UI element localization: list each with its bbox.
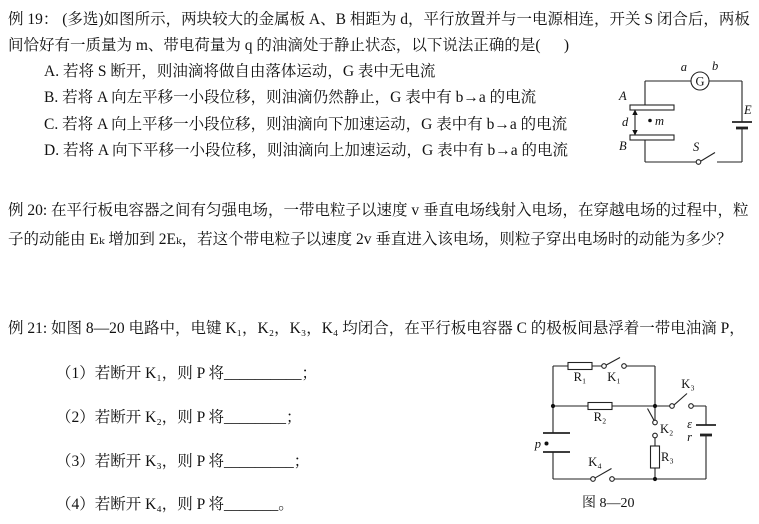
switch-k1	[602, 358, 627, 369]
switch-k1-label: K₁	[607, 370, 621, 384]
internal-resistance-label: r	[687, 430, 692, 444]
option-d: D. 若将 A 向下平移一小段位移，则油滴向上加速运动，G 表中有 b→a 的电流	[44, 141, 568, 159]
blank-item-4: （4）若断开 K₄，则 P 将_______。	[56, 496, 294, 513]
figure-caption: 图 8—20	[582, 496, 635, 511]
blank-item-2: （2）若断开 K₂，则 P 将________；	[56, 409, 302, 426]
option-c: C. 若将 A 向上平移一小段位移，则油滴向下加速运动，G 表中有 b→a 的电流	[44, 115, 568, 133]
junction-left	[551, 404, 555, 408]
junction-bottom	[653, 477, 657, 481]
oil-drop-p	[545, 442, 549, 446]
problem-19-options	[44, 59, 622, 164]
drop-p-label: p	[534, 437, 541, 451]
plate-b-label: B	[619, 139, 627, 153]
switch-k4	[591, 469, 615, 482]
resistor-r1	[568, 363, 592, 370]
oil-drop	[648, 119, 652, 123]
switch-k2	[648, 409, 658, 438]
junction-right	[653, 404, 657, 408]
switch-s-contact	[696, 160, 701, 165]
switch-k2-label: K₂	[660, 422, 674, 436]
oil-drop-m-label: m	[655, 114, 665, 128]
circuit-figure-oil-drop	[617, 57, 759, 169]
switch-k4-label: K₄	[588, 455, 602, 469]
problem-19-statement: 例 19： (多选)如图所示，两块较大的金属板 A、B 相距为 d，平行放置并与一电源相连，开关 S 闭合后，两板间恰好有一质量为 m、带电荷量为 q 的油滴处于静止状态，以下说法正确的是( )	[8, 11, 750, 54]
option-b: B. 若将 A 向左平移一小段位移，则油滴仍然静止，G 表中有 b→a 的电流	[44, 89, 537, 107]
option-a: A. 若将 S 断开，则油滴将做自由落体运动，G 表中无电流	[44, 63, 436, 80]
switch-k3-label: K₃	[681, 377, 695, 391]
circuit-figure-8-20	[528, 348, 759, 524]
problem-20-statement: 例 20: 在平行板电容器之间有匀强电场，一带电粒子以速度 v 垂直电场线射入电场，在穿越电场的过程中，粒子的动能由 Eₖ 增加到 2Eₖ，若这个带电粒子以速度 2v 垂直进入该电场，则粒子穿出电场时的动能为多少？	[8, 202, 749, 248]
problem-21-statement: 例 21: 如图 8—20 电路中，电键 K₁，K₂，K₃，K₄ 均闭合，在平行板电容器 C 的极板间悬浮着一带电油滴 P，	[8, 320, 745, 337]
plate-a	[630, 105, 674, 110]
galvanometer-label: G	[695, 74, 705, 89]
resistor-r3-label: R₃	[661, 450, 674, 464]
switch-s-lever	[701, 153, 715, 162]
switch-k3	[670, 394, 694, 409]
emf-label: ε	[687, 417, 692, 431]
battery-e-label: E	[744, 103, 752, 117]
resistor-r3	[651, 446, 660, 468]
distance-d-label: d	[622, 115, 629, 129]
terminal-b-label: b	[712, 59, 719, 73]
blank-item-1: （1）若断开 K₁，则 P 将__________；	[56, 365, 318, 382]
terminal-a-label: a	[680, 60, 687, 74]
switch-s-label: S	[693, 140, 700, 154]
blank-item-3: （3）若断开 K₃，则 P 将_________；	[56, 453, 310, 470]
resistor-r2	[588, 403, 612, 410]
resistor-r1-label: R₁	[573, 370, 587, 384]
plate-b	[630, 135, 674, 140]
plate-a-label: A	[619, 89, 627, 103]
resistor-r2-label: R₂	[593, 410, 607, 424]
